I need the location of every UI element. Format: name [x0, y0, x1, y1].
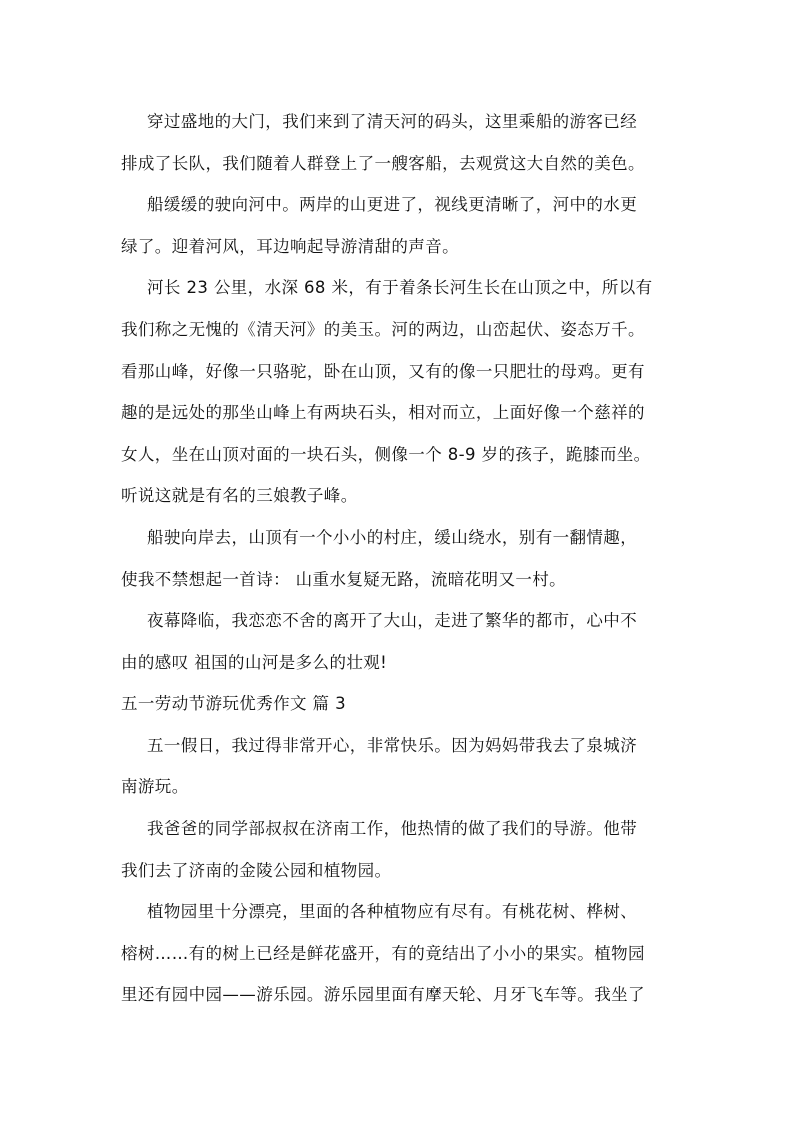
text-line: 趣的是远处的那坐山峰上有两块石头，相对而立，上面好像一个慈祥的 [121, 403, 645, 422]
text-line: 我们去了济南的金陵公园和植物园。 [121, 861, 392, 880]
text-line: 看那山峰，好像一只骆驼，卧在山顶，又有的像一只肥壮的母鸡。更有 [121, 362, 645, 381]
text-line: 植物园里十分漂亮，里面的各种植物应有尽有。有桃花树、桦树、 [147, 902, 638, 921]
text-line: 里还有园中园——游乐园。游乐园里面有摩天轮、月牙飞车等。我坐了 [121, 985, 645, 1004]
text-line: 使我不禁想起一首诗： 山重水复疑无路，流暗花明又一村。 [121, 570, 567, 589]
text-line: 南游玩。 [121, 777, 189, 796]
text-line: 我爸爸的同学部叔叔在济南工作，他热情的做了我们的导游。他带 [147, 819, 638, 838]
text-line: 船驶向岸去，山顶有一个小小的村庄，缓山绕水，别有一翻情趣， [147, 528, 638, 547]
text-line: 河长 23 公里，水深 68 米，有于着条长河生长在山顶之中，所以有 [147, 278, 653, 297]
text-line: 榕树……有的树上已经是鲜花盛开，有的竟结出了小小的果实。植物园 [121, 944, 645, 963]
text-line: 听说这就是有名的三娘教子峰。 [121, 486, 358, 505]
text-line: 夜幕降临，我恋恋不舍的离开了大山，走进了繁华的都市，心中不 [147, 611, 638, 630]
text-line: 女人，坐在山顶对面的一块石头，侧像一个 8-9 岁的孩子，跪膝而坐。 [121, 445, 651, 464]
text-line: 船缓缓的驶向河中。两岸的山更进了，视线更清晰了，河中的水更 [147, 195, 638, 214]
section-heading: 五一劳动节游玩优秀作文 篇 3 [121, 694, 346, 713]
text-line: 排成了长队，我们随着人群登上了一艘客船，去观赏这大自然的美色。 [121, 154, 645, 173]
text-line: 由的感叹 祖国的山河是多么的壮观! [121, 653, 388, 672]
text-line: 穿过盛地的大门，我们来到了清天河的码头，这里乘船的游客已经 [147, 112, 638, 131]
text-line: 五一假日，我过得非常开心，非常快乐。因为妈妈带我去了泉城济 [147, 736, 638, 755]
text-line: 绿了。迎着河风，耳边响起导游清甜的声音。 [121, 237, 459, 256]
text-line: 我们称之无愧的《清天河》的美玉。河的两边，山峦起伏、姿态万千。 [121, 320, 645, 339]
